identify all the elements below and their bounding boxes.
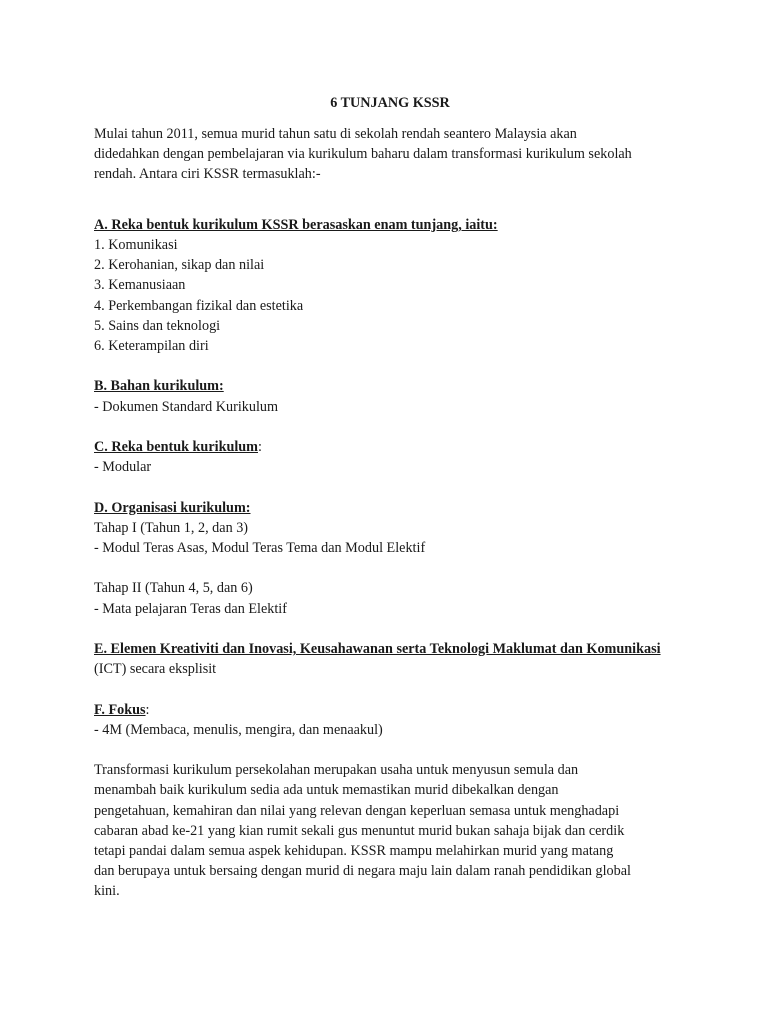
section-b-heading: B. Bahan kurikulum: [94,378,224,395]
list-item: - Mata pelajaran Teras dan Elektif [94,600,287,617]
section-c [94,437,686,477]
closing-line: menambah baik kurikulum sedia ada untuk memastikan murid dibekalkan dengan [94,782,559,799]
closing-line: Transformasi kurikulum persekolahan merupakan usaha untuk menyusun semula dan [94,762,579,779]
closing-line: tetapi pandai dalam semua aspek kehidupan. KSSR mampu melahirkan murid yang matang [94,842,614,859]
list-item: 1. Komunikasi [94,237,178,253]
page-title: 6 TUNJANG KSSR [330,95,450,111]
section-a [94,215,686,356]
closing-line: pengetahuan, kemahiran dan nilai yang relevan dengan keperluan semasa untuk menghadapi [94,802,620,819]
list-item: 3. Kemanusiaan [94,277,186,294]
list-item: - Modul Teras Asas, Modul Teras Tema dan Modul Elektif [94,540,426,556]
intro-line: rendah. Antara ciri KSSR termasuklah:- [94,166,321,183]
section-c-colon: : [258,439,262,455]
list-item: 4. Perkembangan fizikal dan estetika [94,297,304,314]
tahap-1-title: Tahap I (Tahun 1, 2, dan 3) [94,519,249,536]
closing-line: cabaran abad ke-21 yang kian rumit sekali gus menuntut murid bukan sahaja bijak dan cerdik [94,822,625,839]
section-d-heading: D. Organisasi kurikulum: [94,499,251,516]
document-body [94,93,686,902]
section-b [94,376,686,416]
list-item: - 4M (Membaca, menulis, mengira, dan menaakul) [94,721,383,738]
intro-line: Mulai tahun 2011, semua murid tahun satu di sekolah rendah seantero Malaysia akan [94,126,577,142]
section-e-continuation: (ICT) secara eksplisit [94,661,217,678]
intro-line: didedahkan dengan pembelajaran via kurikulum baharu dalam transformasi kurikulum sekolah [94,146,632,163]
section-e-heading: E. Elemen Kreativiti dan Inovasi, Keusahawanan serta Teknologi Maklumat dan Komunikasi [94,640,661,657]
section-f-colon: : [145,701,150,718]
section-e [94,639,686,679]
list-item: - Modular [94,459,152,476]
section-d [94,498,686,619]
tahap-2-title: Tahap II (Tahun 4, 5, dan 6) [94,580,253,597]
section-f [94,700,686,740]
list-item: - Dokumen Standard Kurikulum [94,398,279,415]
section-c-heading: C. Reka bentuk kurikulum [94,439,258,455]
list-item: 6. Keterampilan diri [94,338,209,355]
list-item: 5. Sains dan teknologi [94,317,221,334]
closing-line: kini. [94,883,120,900]
section-f-heading: F. Fokus [94,701,146,718]
closing-paragraph [94,760,686,901]
section-a-heading: A. Reka bentuk kurikulum KSSR berasaskan enam tunjang, iaitu: [94,216,498,233]
intro-paragraph [94,124,686,185]
list-item: 2. Kerohanian, sikap dan nilai [94,257,265,274]
closing-line: dan berupaya untuk bersaing dengan murid di negara maju lain dalam ranah pendidikan global [94,863,631,880]
